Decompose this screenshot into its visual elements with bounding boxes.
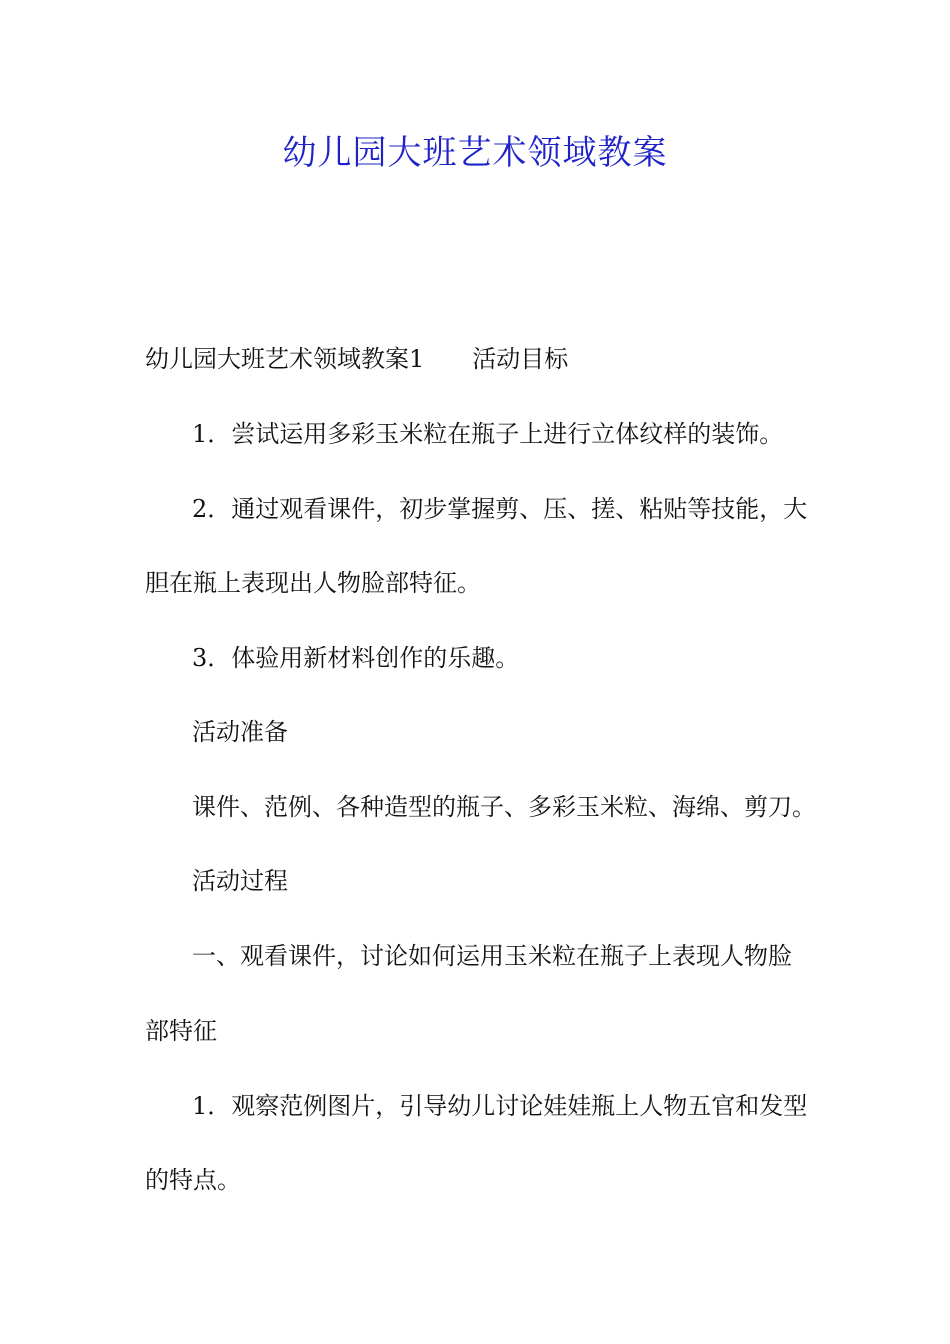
paragraph-line: 1．观察范例图片，引导幼儿讨论娃娃瓶上人物五官和发型 — [192, 1092, 808, 1120]
heading-line — [145, 341, 568, 377]
paragraph-line: 课件、范例、各种造型的瓶子、多彩玉米粒、海绵、剪刀。 — [192, 793, 816, 821]
paragraph-line: 2．通过观看课件，初步掌握剪、压、搓、粘贴等技能，大 — [192, 495, 808, 523]
section-heading: 活动准备 — [192, 718, 288, 746]
paragraph-line: 部特征 — [145, 1017, 217, 1045]
paragraph-line: 的特点。 — [145, 1166, 241, 1194]
paragraph-line: 3．体验用新材料创作的乐趣。 — [192, 644, 520, 672]
paragraph-line: 胆在瓶上表现出人物脸部特征。 — [145, 569, 481, 597]
activity-goals-heading: 活动目标 — [472, 345, 569, 373]
paragraph-line: 一、观看课件，讨论如何运用玉米粒在瓶子上表现人物脸 — [192, 942, 792, 970]
section-heading: 活动过程 — [192, 867, 288, 895]
lesson-plan-heading: 幼儿园大班艺术领域教案1 — [145, 345, 425, 373]
paragraph-line: 1．尝试运用多彩玉米粒在瓶子上进行立体纹样的装饰。 — [192, 420, 784, 448]
document-title: 幼儿园大班艺术领域教案 — [282, 133, 668, 173]
